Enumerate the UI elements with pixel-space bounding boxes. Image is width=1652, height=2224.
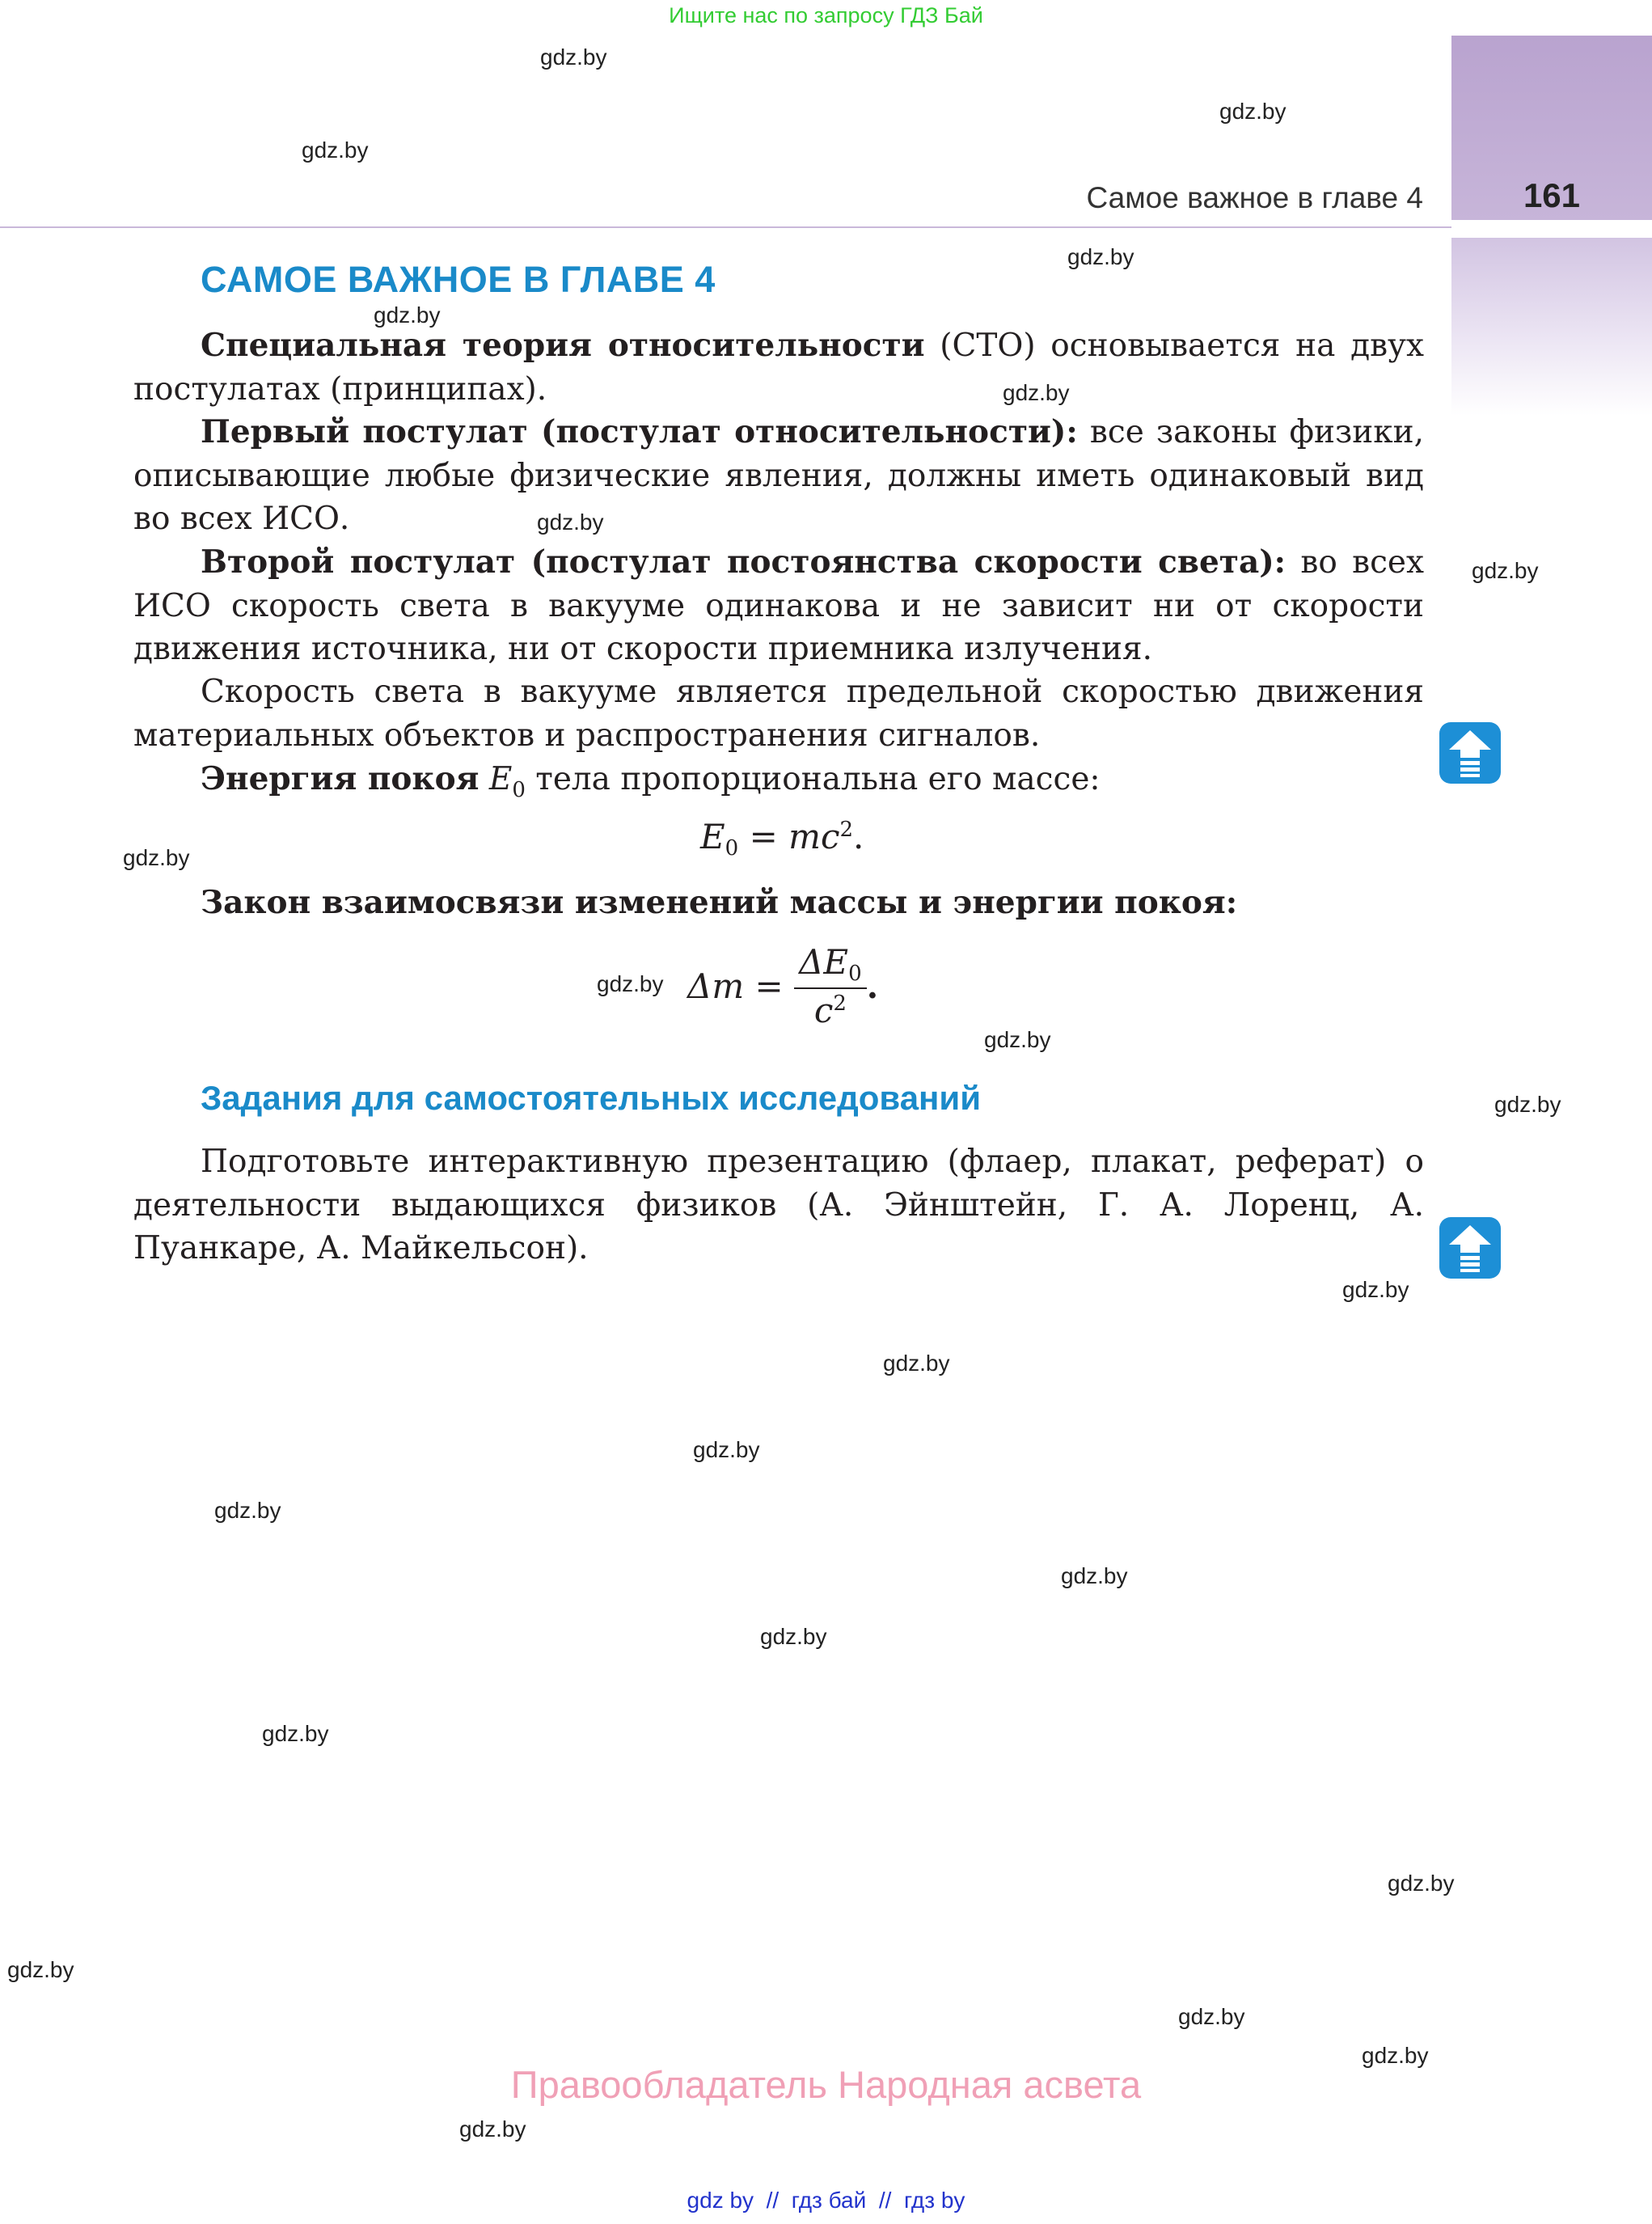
running-head: Самое важное в главе 4 — [1086, 181, 1423, 214]
watermark: gdz.by — [1178, 2004, 1245, 2029]
term-mass-energy-law: Закон взаимосвязи изменений массы и энергии покоя: — [201, 884, 1238, 921]
formula-mass-energy: Δm = $\frac{\Delta E_0}{c^2}$ . — [687, 942, 879, 1030]
watermark: gdz.by — [7, 1957, 74, 1982]
watermark: gdz.by — [1362, 2043, 1429, 2068]
watermark: gdz.by — [123, 845, 190, 870]
watermark: gdz.by — [459, 2116, 526, 2142]
watermark: gdz.by — [374, 302, 441, 328]
watermark: gdz.by — [1494, 1092, 1561, 1117]
paragraph-speed-limit: Скорость света в вакууме является предельной скоростью движения материальных объектов и распространения сигналов. — [133, 674, 1424, 754]
paragraph-rest-energy: Энергия покоя $E_0$ тела пропорциональна его массе: — [201, 760, 1101, 802]
fraction: $\frac{\Delta E_0}{c^2}$ — [794, 942, 867, 1030]
page-number: 161 — [1523, 176, 1581, 214]
side-tab-fade — [1451, 238, 1652, 416]
top-banner: Ищите нас по запросу ГДЗ Бай — [669, 3, 983, 27]
paragraph-sto: Специальная теория относительности (СТО) основывается на двух постулатах (принципах). — [133, 327, 1424, 408]
watermark: gdz.by — [537, 509, 604, 535]
watermark: gdz.by — [883, 1351, 950, 1376]
paragraph-second-postulate: Второй постулат (постулат постоянства скорости света): во всех ИСО скорость света в вакууме одинакова и не зависит ни от скорости движения источника, ни от скорости приемника излучения. — [133, 543, 1424, 667]
watermark: gdz.by — [760, 1624, 827, 1649]
watermark: gdz.by — [1219, 99, 1287, 124]
header-rule — [0, 226, 1451, 228]
term-sto: Специальная теория относительности — [201, 327, 925, 364]
paragraph-mass-energy-law — [133, 882, 1424, 925]
watermark: gdz.by — [1061, 1563, 1128, 1588]
paragraph-first-postulate: Первый постулат (постулат относительности): все законы физики, описывающие любые физические явления, должны иметь одинаковый вид во всех ИСО. — [133, 413, 1424, 537]
watermark: gdz.by — [1388, 1871, 1455, 1896]
watermark: gdz.by — [984, 1027, 1051, 1052]
term-rest-energy: Энергия покоя — [201, 760, 480, 797]
watermark: gdz.by — [1067, 244, 1134, 269]
paragraph-task: Подготовьте интерактивную презентацию (флаер, плакат, реферат) о деятельности выдающихся физиков (А. Эйнштейн, Г. А. Лоренц, А. Пуанкаре, А. Майкельсон). — [133, 1144, 1424, 1266]
upload-arrow-icon[interactable] — [1439, 722, 1501, 784]
watermark: gdz.by — [302, 137, 369, 163]
watermark: gdz.by — [540, 44, 607, 70]
chapter-title: САМОЕ ВАЖНОЕ В ГЛАВЕ 4 — [201, 259, 716, 300]
section-title: Задания для самостоятельных исследований — [201, 1079, 982, 1117]
upload-arrow-icon[interactable] — [1439, 1217, 1501, 1279]
watermark: gdz.by — [1342, 1277, 1409, 1302]
formula-rest-energy: $E_0 = mc^2$. — [700, 817, 864, 860]
watermark: gdz.by — [693, 1437, 760, 1462]
watermark: gdz.by — [214, 1498, 281, 1523]
watermark: gdz.by — [597, 971, 664, 996]
watermark: gdz.by — [262, 1721, 329, 1746]
footer-link-gdz-bai[interactable]: гдз бай — [791, 2188, 867, 2213]
footer-link-gdz-by[interactable]: gdz by — [687, 2188, 754, 2213]
term-first-postulate: Первый постулат (постулат относительности): — [201, 413, 1078, 450]
footer-link-gdz-by-2[interactable]: гдз by — [903, 2188, 965, 2213]
term-second-postulate: Второй постулат (постулат постоянства скорости света): — [201, 543, 1287, 581]
footer-links: gdz by // гдз бай // гдз by — [687, 2188, 965, 2213]
watermark: gdz.by — [1472, 558, 1539, 583]
watermark: gdz.by — [1003, 380, 1070, 405]
copyright-notice: Правообладатель Народная асвета — [510, 2063, 1142, 2106]
